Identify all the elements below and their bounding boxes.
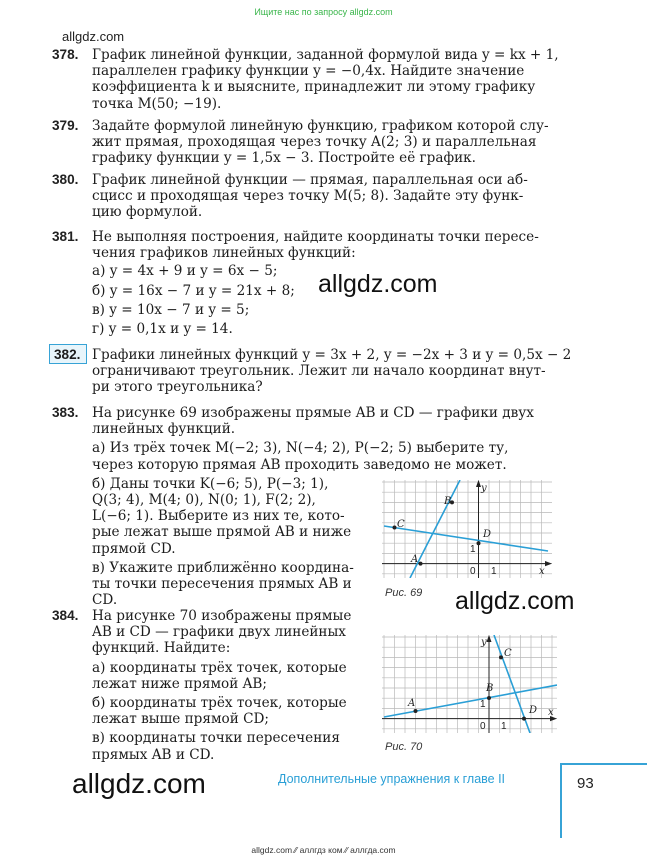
label-x: x: [548, 707, 554, 718]
text-line: Q(3; 4), M(4; 0), N(0; 1), F(2; 2),: [92, 492, 316, 509]
sub-item-a: а) Из трёх точек M(−2; 3), N(−4; 2), P(−2; 5) выберите ту,: [92, 440, 509, 457]
problem-text: [92, 172, 562, 221]
text-line: CD.: [92, 592, 118, 609]
figure-69-graph: [382, 480, 552, 578]
label-a: A: [411, 554, 419, 565]
site-watermark-top-left: allgdz.com: [62, 29, 125, 44]
label-origin: 0: [470, 566, 476, 577]
problem-382: [52, 347, 572, 396]
label-d: D: [529, 705, 538, 716]
sub-item-c: в) Укажите приближённо координа-: [92, 559, 354, 576]
label-c: C: [504, 648, 512, 659]
label-y-unit: 1: [470, 544, 476, 555]
problem-381: [52, 229, 562, 337]
label-x-unit: 1: [491, 566, 497, 577]
sub-item-b: б) y = 16x − 7 и y = 21x + 8;: [92, 282, 295, 299]
text-line: На рисунке 69 изображены прямые AB и CD — графики двух: [92, 405, 534, 421]
problem-number: 378.: [52, 47, 79, 62]
point-a: [419, 562, 423, 566]
bottom-site-note: allgdz.com ⁄⁄ аллгдз ком ⁄⁄ аллгда.com: [251, 845, 396, 855]
top-search-note: Ищите нас по запросу allgdz.com: [254, 7, 393, 17]
sub-item-a: а) координаты трёх точек, которые: [92, 659, 347, 676]
page-divider-horizontal: [560, 763, 647, 765]
figure-70-graph: [382, 635, 557, 733]
label-b: B: [486, 683, 494, 694]
page-number: 93: [577, 775, 594, 792]
text-line: коэффициента k и выясните, принадлежит ли этому графику: [92, 79, 536, 96]
text-line: через которую прямая AB проходить заведомо не может.: [92, 456, 507, 473]
text-line: рые лежат выше прямой AB и ниже: [92, 524, 352, 541]
text-line: сцисс и проходящая через точку M(5; 8). Задайте эту функ-: [92, 188, 524, 205]
sub-item-d: г) y = 0,1x и y = 14.: [92, 321, 233, 338]
label-d: D: [483, 529, 492, 540]
label-a: A: [408, 698, 416, 709]
problem-380: [52, 172, 562, 221]
label-b: B: [444, 496, 452, 507]
text-line: прямой CD.: [92, 540, 176, 557]
point-d: [477, 541, 481, 545]
y-axis-arrow: [487, 635, 492, 642]
section-title: Дополнительные упражнения к главе II: [278, 772, 506, 786]
text-line: линейных функций.: [92, 421, 236, 438]
problem-378: [52, 47, 562, 112]
text-line: функций. Найдите:: [92, 640, 231, 657]
label-c: C: [397, 519, 405, 530]
watermark: allgdz.com: [455, 587, 575, 615]
label-y-unit: 1: [480, 699, 486, 710]
text-line: параллелен графику функции y = −0,4x. Найдите значение: [92, 63, 525, 80]
problem-number: 384.: [52, 608, 79, 623]
problem-text: [92, 118, 562, 167]
x-axis-arrow: [545, 561, 552, 566]
text-line: На рисунке 70 изображены прямые: [92, 608, 352, 624]
text-line: Не выполняя построения, найдите координаты точки пересе-: [92, 229, 539, 245]
text-line: графику функции y = 1,5x − 3. Постройте её график.: [92, 150, 477, 167]
text-line: ты точки пересечения прямых AB и: [92, 576, 352, 593]
text-line: цию формулой.: [92, 204, 203, 221]
point-b: [487, 696, 491, 700]
text-line: AB и CD — графики двух линейных: [92, 624, 346, 641]
sub-item-b: б) координаты трёх точек, которые: [92, 695, 347, 712]
point-a: [414, 709, 418, 713]
line-cd: [384, 526, 548, 551]
sub-item-c: в) y = 10x − 7 и y = 5;: [92, 301, 250, 318]
label-x: x: [539, 566, 545, 577]
text-line: прямых AB и CD.: [92, 746, 215, 763]
text-line: точка M(50; −19).: [92, 95, 222, 112]
text-line: Задайте формулой линейную функцию, графиком которой слу-: [92, 118, 549, 134]
label-x-unit: 1: [501, 721, 507, 732]
text-line: График линейной функции, заданной формулой вида y = kx + 1,: [92, 47, 559, 63]
problem-number: 379.: [52, 118, 79, 133]
sub-item-a: а) y = 4x + 9 и y = 6x − 5;: [92, 263, 278, 280]
text-line: L(−6; 1). Выберите из них те, кото-: [92, 508, 345, 525]
problem-text: [92, 47, 562, 112]
sub-item-c: в) координаты точки пересечения: [92, 730, 340, 747]
page-divider-vertical: [560, 763, 562, 838]
problem-number: 380.: [52, 172, 79, 187]
point-c: [393, 526, 397, 530]
text-line: ограничивают треугольник. Лежит ли начало координат внут-: [92, 363, 546, 380]
label-origin: 0: [480, 721, 486, 732]
text-line: чения графиков линейных функций:: [92, 245, 356, 262]
problem-number: 382.: [54, 347, 81, 362]
watermark: allgdz.com: [72, 768, 206, 799]
label-y: y: [481, 483, 487, 494]
sub-item-b: б) Даны точки K(−6; 5), P(−3; 1),: [92, 475, 329, 492]
problem-text: [92, 347, 572, 396]
figure-70-caption: Рис. 70: [385, 741, 423, 753]
text-line: Графики линейных функций y = 3x + 2, y = −2x + 3 и y = 0,5x − 2: [92, 347, 572, 363]
problem-379: [52, 118, 562, 167]
point-d: [522, 717, 526, 721]
label-y: y: [481, 637, 487, 648]
watermark: allgdz.com: [318, 270, 438, 298]
problem-number: 381.: [52, 229, 79, 244]
text-line: жит прямая, проходящая через точку A(2; 3) и параллельная: [92, 134, 537, 151]
text-line: лежат ниже прямой AB;: [92, 675, 267, 692]
text-line: лежат выше прямой CD;: [92, 711, 269, 728]
text-line: ри этого треугольника?: [92, 379, 263, 396]
point-c: [499, 655, 503, 659]
problem-number: 383.: [52, 405, 79, 420]
figure-69-caption: Рис. 69: [385, 587, 423, 599]
text-line: График линейной функции — прямая, параллельная оси аб-: [92, 172, 528, 188]
